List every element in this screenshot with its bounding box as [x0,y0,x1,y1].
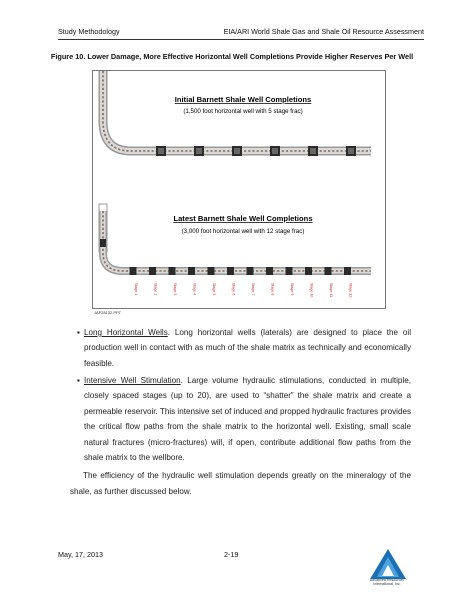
packer [266,267,273,275]
stage-label: Stage 9 [290,283,294,296]
packer [100,239,106,247]
bullet-intensive-stimulation [84,373,411,465]
packer-core [310,148,316,154]
stage-label: Stage 2 [153,283,158,296]
footer-page-number: 2-19 [224,550,239,559]
stage-label: Stage 4 [192,283,197,296]
stage-label: Stage 10 [309,283,314,298]
header-rule [58,39,424,40]
stage-label: Stage 12 [348,283,353,298]
packer-core [234,148,240,154]
body-paragraph: The efficiency of the hydraulic well stimulation depends greatly on the mineralogy of the shale, as further discussed below. [70,471,411,496]
well-completion-diagram [93,71,385,308]
header-right: EIA/ARI World Shale Gas and Shale Oil Resource Assessment [223,27,424,36]
footer-date: May, 17, 2013 [58,550,104,559]
bullet-term: Intensive Well Stimulation [84,376,181,385]
stage-labels [134,283,353,297]
bullet-text: . Large volume hydraulic stimulations, conducted in multiple, closely spaced stages (up to 20), are used to “shatter” the shale matrix and create a permeable reservoir. This intensive set of induced and propped hydraulic fractures provides the critical flow paths from the shale matrix to the horizontal well. Existing, small scale natural fractures (micro-fractures) will, if open, contribute additional flow paths from the shale matrix to the wellbore. [84,376,411,463]
stage-label: Stage 6 [231,283,236,296]
bullet-marker: ▪ [77,376,80,385]
packer [344,267,351,275]
stage-label: Stage 11 [329,283,333,298]
bullet-term: Long Horizontal Wells [84,328,168,337]
figure-title: Figure 10. Lower Damage, More Effective Horizontal Well Completions Provide Higher Reserves Per Well [50,52,414,61]
packer [169,267,176,275]
packer [227,267,234,275]
stage-label: Stage 8 [270,283,275,296]
header-left: Study Methodology [58,27,120,36]
stage-label: Stage 5 [212,283,216,296]
packer [130,267,137,275]
latest-title: Latest Barnett Shale Well Completions [173,214,313,223]
bullet-marker: ▪ [77,328,80,337]
packer [208,267,215,275]
packer [247,267,254,275]
packer [286,267,293,275]
packer-core [348,148,354,154]
packer [149,267,156,275]
packer [188,267,195,275]
packer-core [158,148,164,154]
initial-subtitle: (1,500 foot horizontal well with 5 stage frac) [183,108,303,115]
stage-label: Stage 7 [251,283,255,296]
stage-label: Stage 1 [134,283,138,296]
bullet-text: . Long horizontal wells (laterals) are designed to place the oil production well in contact with as much of the shale matrix as technically and economically feasible. [84,328,411,368]
packer-core [196,148,202,154]
figure-credit: JAF28132.PPT [94,310,122,315]
figure-panel [92,70,386,309]
latest-subtitle: (3,000 foot horizontal well with 12 stage frac) [181,228,305,235]
company-logo-text: Advanced Resources International, Inc. [369,578,405,587]
packer-core [272,148,278,154]
stage-label: Stage 3 [173,283,177,296]
packer [325,267,332,275]
packer [305,267,312,275]
initial-title: Initial Barnett Shale Well Completions [174,95,312,104]
bullet-long-horizontal [84,325,411,371]
